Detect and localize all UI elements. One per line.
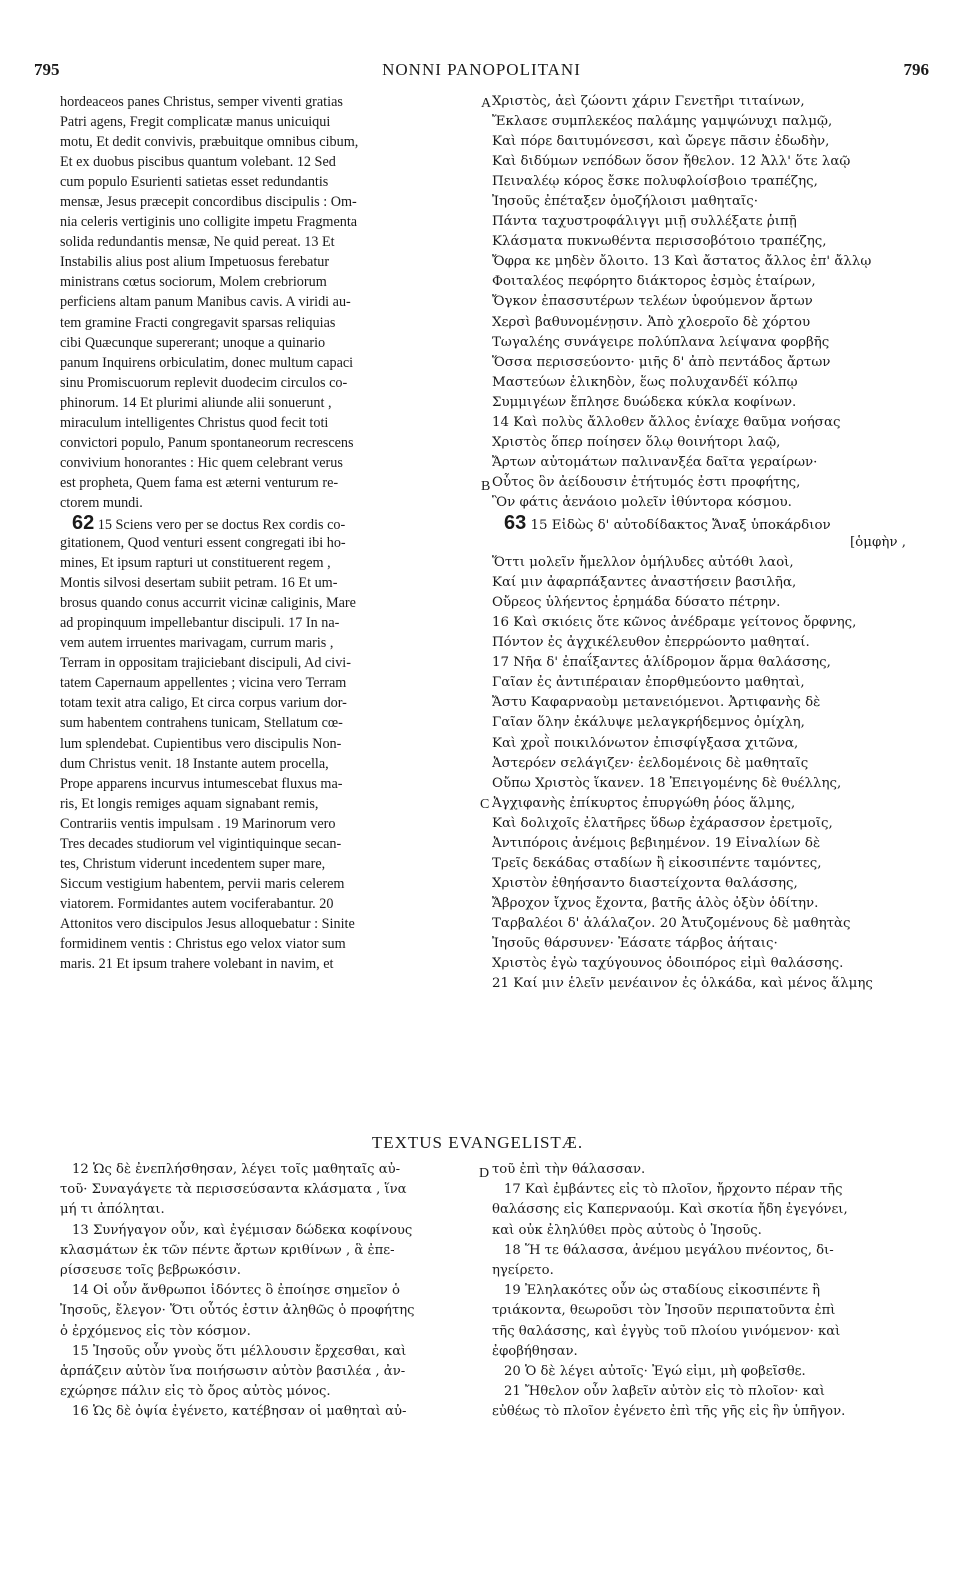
latin-line: cibi Quæcunque supererant; unoque a quinario <box>60 334 326 351</box>
greek-line: Ἔκλασε συμπλεκέος παλάμης γαμψώνυχι παλμῷ, <box>492 114 833 130</box>
greek-line: Οὗτος ὃν ἀείδουσιν ἐτήτυμός ἐστι προφήτης, <box>492 474 801 490</box>
greek-line: Ἀντιπόροις ἀνέμοις βεβιημένον. 19 Εἰναλίων δὲ <box>492 835 821 851</box>
greek-line: Ἰησοῦς ἐπέταξεν ὁμοζήλοισι μαθηταῖς· <box>492 194 759 210</box>
gospel-line: ὁ ἐρχόμενος εἰς τὸν κόσμον. <box>60 1323 251 1339</box>
gospel-line: τοῦ ἐπὶ τὴν θάλασσαν. <box>492 1162 646 1177</box>
latin-line: vem autem irruentes marivagam, currum maris , <box>60 635 334 652</box>
gospel-line: 17 Καὶ ἐμβάντες εἰς τὸ πλοῖον, ἤρχοντο πέραν τῆς <box>504 1182 843 1198</box>
greek-line: 21 Καί μιν ἑλεῖν μενέαινον ἐς ὁλκάδα, καὶ μένος ἅλμης <box>492 976 873 992</box>
latin-line: motu, Et dedit convivis, præbuitque omnibus cibum, <box>60 134 359 151</box>
latin-line: cum populo Esurienti satietas esset redundantis <box>60 174 329 191</box>
latin-line: panum Inquirens orbiculatim, donec multum capaci <box>60 354 354 371</box>
gospel-line: εὐθέως τὸ πλοῖον ἐγένετο ἐπὶ τῆς γῆς εἰς ἣν ὑπῆγον. <box>492 1404 846 1420</box>
greek-line: Ὄφρα κε μηδὲν ὄλοιτο. 13 Καὶ ἄστατος ἄλλος ἐπ' ἄλλῳ <box>492 254 872 270</box>
gospel-text-right-column <box>492 1160 932 1422</box>
greek-line: Καὶ διδύμων νεπόδων ὅσον ἤθελον. 12 Ἀλλ' ὅτε λαῷ <box>492 154 851 170</box>
latin-line: Tres decades studiorum vel vigintiquinque secan- <box>60 835 342 852</box>
margin-marker-a: A <box>481 96 492 111</box>
greek-continuation-line: [ὁμφὴν , <box>849 535 906 551</box>
gospel-line: κλασμάτων ἐκ τῶν πέντε ἄρτων κριθίνων , ἃ ἐπε- <box>60 1242 395 1258</box>
page-number-left: 795 <box>34 60 60 79</box>
greek-line: Πόντον ἐς ἀγχικέλευθον ἐπερρώοντο μαθηταί. <box>492 635 810 651</box>
greek-line: Τρεῖς δεκάδας σταδίων ἢ εἰκοσιπέντε ταμόντες, <box>492 855 822 871</box>
latin-line: sinu Promiscuorum replevit duodecim circulos co- <box>60 374 348 391</box>
latin-translation-column <box>60 92 480 974</box>
greek-line: Ὅττι μολεῖν ἤμελλον ὁμήλυδες αὐτόθι λαοὶ, <box>492 555 794 571</box>
greek-line: Πειναλέῳ κόρος ἔσκε πολυφλοίσβοιο τραπέζης, <box>492 174 818 190</box>
running-title: NONNI PANOPOLITANI <box>382 60 581 79</box>
latin-line: ad propinquum impellebantur discipuli. 17 In na- <box>60 615 340 632</box>
latin-line: sum habentem contrahens tunicam, Stellatum cœ- <box>60 715 343 732</box>
greek-line: 14 Καὶ πολὺς ἄλλοθεν ἄλλος ἐνίαχε θαῦμα νοήσας <box>492 414 841 430</box>
greek-line: Χριστὸς, ἀεὶ ζώοντι χάριν Γενετῆρι τιταίνων, <box>492 94 805 109</box>
section-line-text: 15 Sciens vero per se doctus Rex cordis co- <box>97 516 346 533</box>
greek-line: Καὶ χροῒ ποικιλόνωτον ἐπισφίγξασα χιτῶνα, <box>492 735 799 751</box>
latin-line: viatorem. Formidantes autem vociferabantur. 20 <box>60 895 334 912</box>
greek-line: Ἄβροχον ἴχνος ἔχοντα, βατῆς ἁλὸς ὀξὺν ὁδίτην. <box>492 895 819 911</box>
latin-line: perficiens altam panum Manibus cavis. A viridi au- <box>60 294 351 311</box>
greek-line: Μαστεύων ἑλικηδὸν, ἕως πολυχανδέϊ κόλπῳ <box>492 374 798 390</box>
greek-line: Χριστὸν ἐθηήσαντο διαστείχοντα θαλάσσης, <box>492 875 798 891</box>
gospel-line: τῆς θαλάσσης, καὶ ἐγγὺς τοῦ πλοίου γινόμενον· καὶ <box>492 1323 841 1339</box>
greek-line: Ἀγχιφανὴς ἐπίκυρτος ἐπυργώθη ῥόος ἅλμης, <box>492 795 796 811</box>
greek-section-line <box>492 513 932 533</box>
margin-marker-b: B <box>481 479 491 494</box>
greek-line: Ἀστερόεν σελάγιζεν· ἐελδομένοις δὲ μαθηταῖς <box>492 755 809 771</box>
section-number: 62 <box>72 511 95 534</box>
latin-line: brosus quando conus accurrit vicinæ caliginis, Mare <box>60 595 356 612</box>
latin-line: Contrariis ventis impulsam . 19 Marinorum vero <box>60 815 336 832</box>
latin-line: est propheta, Quem fama est æterni venturum re- <box>60 474 339 491</box>
latin-line: Montis silvosi desertam subiit petram. 16 Et um- <box>60 575 338 592</box>
greek-line: Καὶ πόρε δαιτυμόνεσσι, καὶ ὤρεγε πᾶσιν ἐδωδὴν, <box>492 134 830 150</box>
greek-paraphrase-column <box>492 92 932 994</box>
margin-marker-d: D <box>479 1166 490 1181</box>
latin-line: lum splendebat. Cupientibus vero discipulis Non- <box>60 735 342 752</box>
gospel-line: ἐφοβήθησαν. <box>492 1343 578 1359</box>
greek-line: Γαῖαν ἐς ἀντιπέραιαν ἐπορθμεύοντο μαθηταὶ, <box>492 675 805 691</box>
greek-line: Ὅσσα περισσεύοντο· μιῆς δ' ἀπὸ πεντάδος ἄρτων <box>492 354 831 370</box>
gospel-line: 18 Ἥ τε θάλασσα, ἀνέμου μεγάλου πνέοντος, δι- <box>504 1242 834 1258</box>
latin-line: maris. 21 Et ipsum trahere volebant in navim, et <box>60 956 334 973</box>
latin-line: Instabilis alius post alium Impetuosus ferebatur <box>60 254 330 271</box>
latin-line: solida redundantis mensæ, Ne quid pereat. 13 Et <box>60 234 335 251</box>
greek-line: Ταρβαλέοι δ' ἀλάλαζον. 20 Ἀτυζομένους δὲ μαθητὰς <box>492 915 851 931</box>
latin-line: hordeaceos panes Christus, semper viventi gratias <box>60 94 343 110</box>
greek-line: Ἰησοῦς θάρσυνεν· Ἐάσατε τάρβος ἀήταις· <box>492 935 778 951</box>
latin-line: tatem Capernaum appellentes ; vicina vero Terram <box>60 675 347 692</box>
latin-line: Terram in oppositam trajiciebant discipuli, Ad civi- <box>60 655 351 672</box>
latin-section-line <box>60 513 480 533</box>
latin-line: Patri agens, Fregit complicatæ manus unicuiqui <box>60 114 331 131</box>
latin-line: gitationem, Quod venturi essent congregati ibi ho- <box>60 535 346 552</box>
latin-line: convivium honorantes : Hic quem celebrant verus <box>60 454 343 471</box>
gospel-line: ρίσσευσε τοῖς βεβρωκόσιν. <box>60 1262 241 1278</box>
latin-line: dum Christus venit. 18 Instante autem procella, <box>60 755 329 772</box>
gospel-line: μή τι ἀπόληται. <box>60 1202 165 1218</box>
gospel-line: ηγείρετο. <box>492 1262 554 1278</box>
latin-line: ctorem mundi. <box>60 494 143 511</box>
running-header <box>34 60 929 84</box>
greek-line: Φοιταλέος πεφόρητο διάκτορος ἐσμὸς ἑταίρων, <box>492 274 816 290</box>
latin-line: miraculum intelligentes Christus quod fecit toti <box>60 414 329 431</box>
greek-line: Χριστὸς ἐγὼ ταχύγουνος ὁδοιπόρος εἰμὶ θαλάσσης. <box>492 956 844 972</box>
greek-line: Γαῖαν ὅλην ἐκάλυψε μελαγκρήδεμνος ὀμίχλη, <box>492 715 805 731</box>
greek-line: 16 Καὶ σκιόεις ὅτε κῶνος ἀνέδραμε γείτονος ὄρφνης, <box>492 615 857 631</box>
greek-line: Τωγαλέης συνάγειρε πολύπλανα λείψανα φορβῆς <box>492 334 830 350</box>
greek-line: Οὔρεος ὑλήεντος ἐρημάδα δύσατο πέτρην. <box>492 595 781 611</box>
latin-line: tem gramine Fracti congregavit sparsas reliquias <box>60 314 336 331</box>
latin-line: mines, Et ipsum rapturi ut constituerent regem , <box>60 555 331 572</box>
latin-line: Attonitos vero discipulos Jesus alloquebatur : Sinite <box>60 915 355 932</box>
latin-line: Prope apparens incurvus intumescebat fluxus ma- <box>60 775 343 792</box>
page-number-right: 796 <box>903 60 929 79</box>
greek-line: Καί μιν ἀφαρπάξαντες ἀναστήσειν βασιλῆα, <box>492 575 797 591</box>
margin-marker-c: C <box>480 797 490 812</box>
greek-line: Πάντα ταχυστροφάλιγγι μιῇ συλλέξατε ῥιπῇ <box>492 214 797 230</box>
latin-line: mensæ, Jesus præcepit concordibus discipulis : Om- <box>60 194 357 211</box>
gospel-text-left-column <box>60 1160 480 1422</box>
greek-line: Καὶ δολιχοῖς ἐλατῆρες ὕδωρ ἐχάρασσον ἐρετμοῖς, <box>492 815 833 831</box>
latin-line: formidinem ventis : Christus ego velox viator sum <box>60 935 346 952</box>
gospel-line: τοῦ· Συναγάγετε τὰ περισσεύσαντα κλάσματα , ἵνα <box>60 1182 407 1198</box>
gospel-line: 13 Συνήγαγον οὖν, καὶ ἐγέμισαν δώδεκα κοφίνους <box>72 1222 413 1238</box>
latin-line: Et ex duobus piscibus quantum volebant. 12 Sed <box>60 154 336 171</box>
greek-line: Κλάσματα πυκνωθέντα περισσοβότοιο τραπέζης, <box>492 234 827 250</box>
gospel-line: 14 Οἱ οὖν ἄνθρωποι ἰδόντες ὃ ἐποίησε σημεῖον ὁ <box>72 1283 400 1299</box>
gospel-line: θαλάσσης εἰς Καπερναούμ. Καὶ σκοτία ἤδη ἐγεγόνει, <box>492 1202 848 1218</box>
gospel-line: τριάκοντα, θεωροῦσι τὸν Ἰησοῦν περιπατοῦντα ἐπὶ <box>492 1303 836 1319</box>
greek-line: 17 Νῆα δ' ἐπαΐξαντες ἁλίδρομον ἅρμα θαλάσσης, <box>492 655 831 671</box>
section-title: TEXTUS EVANGELISTÆ. <box>371 1133 584 1152</box>
section-line-text: 15 Εἰδὼς δ' αὐτοδίδακτος Ἄναξ ὑποκάρδιον <box>530 517 831 533</box>
greek-line: Ἄστυ Καφαρναοὺμ μετανειόμενοι. Ἀρτιφανὴς δὲ <box>492 695 821 711</box>
latin-line: nia celeris vertiginis uno colligite impetu Fragmenta <box>60 214 358 231</box>
latin-line: ris, Et longis remiges aquam signabant remis, <box>60 795 319 812</box>
gospel-line: εχώρησε πάλιν εἰς τὸ ὄρος αὐτὸς μόνος. <box>60 1384 331 1400</box>
gospel-line: 15 Ἰησοῦς οὖν γνοὺς ὅτι μέλλουσιν ἔρχεσθαι, καὶ <box>72 1343 407 1359</box>
latin-line: phinorum. 14 Et plurimi aliunde alii sonuerunt , <box>60 394 332 411</box>
latin-line: ministrans cœtus sociorum, Molem crebriorum <box>60 274 327 291</box>
section-number: 63 <box>504 511 527 534</box>
gospel-line: 20 Ὁ δὲ λέγει αὐτοῖς· Ἐγώ εἰμι, μὴ φοβεῖσθε. <box>504 1363 806 1379</box>
gospel-line: ἁρπάζειν αὐτὸν ἵνα ποιήσωσιν αὐτὸν βασιλέα , ἀν- <box>60 1363 406 1379</box>
gospel-line: 19 Ἐληλακότες οὖν ὡς σταδίους εἰκοσιπέντε ἢ <box>504 1283 821 1299</box>
gospel-line: καὶ οὐκ ἐληλύθει πρὸς αὐτοὺς ὁ Ἰησοῦς. <box>492 1222 762 1238</box>
greek-line: Χερσὶ βαθυνομένῃσιν. Ἀπὸ χλοεροῖο δὲ χόρτου <box>492 314 811 330</box>
greek-line: Συμμιγέων ἔπλησε δυώδεκα κύκλα κοφίνων. <box>492 394 797 410</box>
gospel-line: 16 Ὡς δὲ ὀψία ἐγένετο, κατέβησαν οἱ μαθηταὶ αὐ- <box>72 1404 407 1420</box>
latin-line: totam texit atra caligo, Et circa corpus varium dor- <box>60 695 347 712</box>
gospel-line: 21 Ἤθελον οὖν λαβεῖν αὐτὸν εἰς τὸ πλοῖον· καὶ <box>504 1384 825 1400</box>
gospel-line: 12 Ὡς δὲ ἐνεπλήσθησαν, λέγει τοῖς μαθηταῖς αὐ- <box>72 1162 401 1177</box>
greek-line: Ὄγκον ἐπασσυτέρων τελέων ὑφούμενον ἄρτων <box>492 294 813 310</box>
gospel-line: Ἰησοῦς, ἔλεγον· Ὅτι οὗτός ἐστιν ἀληθῶς ὁ προφήτης <box>60 1303 415 1319</box>
latin-line: tes, Christum viderunt incedentem super mare, <box>60 855 326 872</box>
greek-line: Οὔπω Χριστὸς ἵκανεν. 18 Ἐπειγομένης δὲ θυέλλης, <box>492 775 842 791</box>
greek-line: Χριστὸς ὅπερ ποίησεν ὅλῳ θοινήτορι λαῷ, <box>492 434 781 450</box>
latin-line: Siccum vestigium habentem, pervii maris celerem <box>60 875 345 892</box>
greek-line: Ἄρτων αὐτομάτων παλινανξέα δαῖτα γεραίρων· <box>492 454 818 470</box>
greek-line: Ὃν φάτις ἀενάοιο μολεῖν ἰθύντορα κόσμου. <box>492 494 792 510</box>
latin-line: convictori populo, Panum spontaneorum recrescens <box>60 434 354 451</box>
